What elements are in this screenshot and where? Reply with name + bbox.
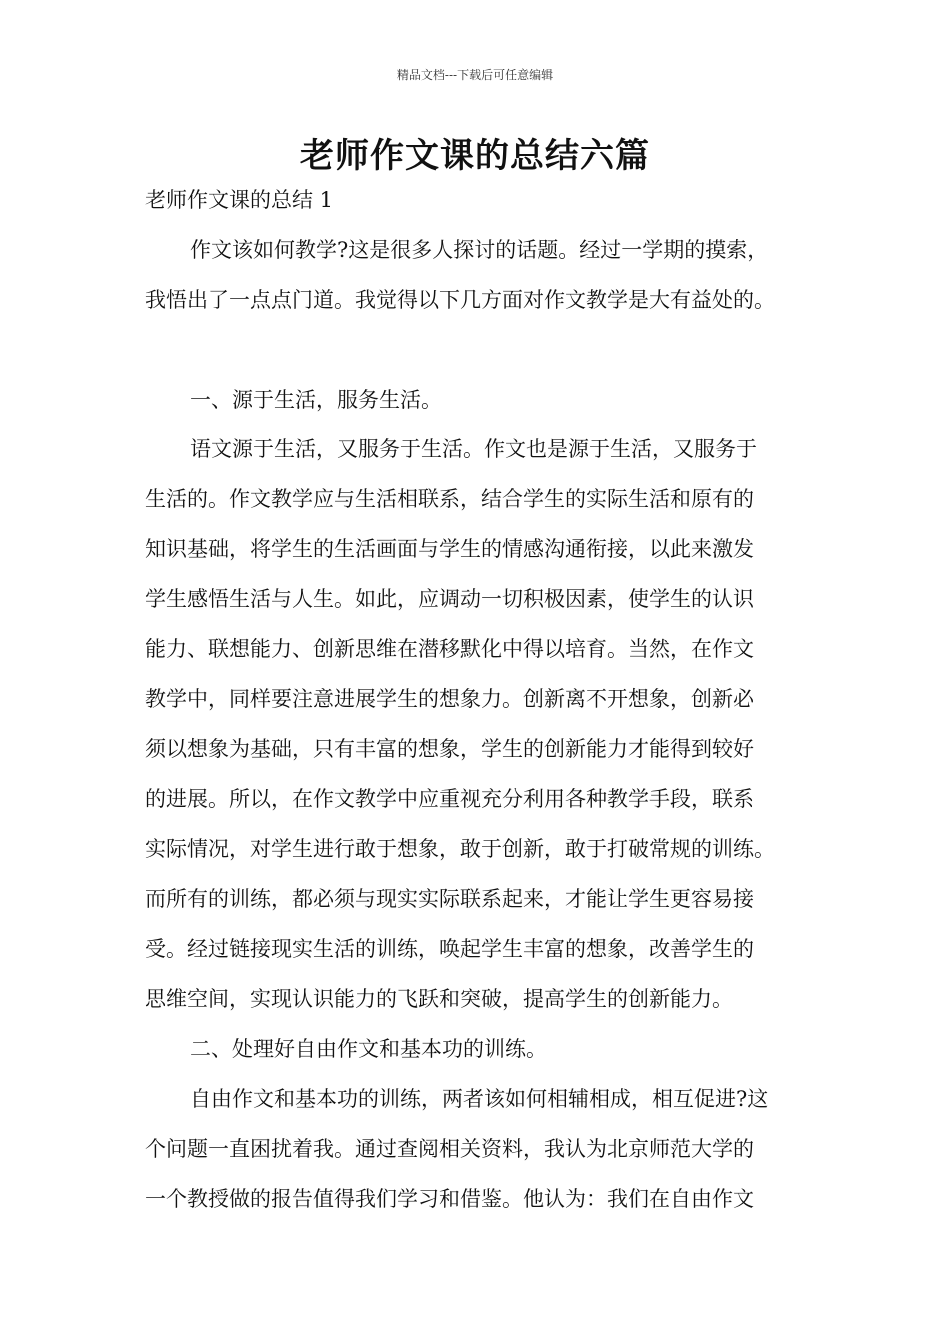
paragraph-line: 语文源于生活，又服务于生活。作文也是源于生活，又服务于	[190, 437, 757, 461]
section-heading: 一、源于生活，服务生活。	[190, 388, 442, 412]
paragraph-line: 一个教授做的报告值得我们学习和借鉴。他认为：我们在自由作文	[145, 1187, 754, 1211]
paragraph-line: 个问题一直困扰着我。通过查阅相关资料，我认为北京师范大学的	[145, 1137, 754, 1161]
paragraph-line: 的进展。所以，在作文教学中应重视充分利用各种教学手段，联系	[145, 787, 754, 811]
paragraph-line: 作文该如何教学?这是很多人探讨的话题。经过一学期的摸索，	[190, 238, 769, 262]
document-title: 老师作文课的总结六篇	[300, 136, 650, 176]
section-subtitle: 老师作文课的总结 1	[145, 188, 334, 212]
paragraph-line: 自由作文和基本功的训练，两者该如何相辅相成，相互促进?这	[190, 1087, 769, 1111]
paragraph-line: 实际情况，对学生进行敢于想象，敢于创新，敢于打破常规的训练。	[145, 837, 775, 861]
header-note: 精品文档---下载后可任意编辑	[396, 68, 554, 82]
paragraph-line: 生活的。作文教学应与生活相联系，结合学生的实际生活和原有的	[145, 487, 754, 511]
paragraph-line: 受。经过链接现实生活的训练，唤起学生丰富的想象，改善学生的	[145, 937, 754, 961]
paragraph-line: 知识基础，将学生的生活画面与学生的情感沟通衔接，以此来激发	[145, 537, 754, 561]
paragraph-line: 思维空间，实现认识能力的飞跃和突破，提高学生的创新能力。	[145, 987, 733, 1011]
section-heading: 二、处理好自由作文和基本功的训练。	[190, 1037, 547, 1061]
paragraph-line: 教学中，同样要注意进展学生的想象力。创新离不开想象，创新必	[145, 687, 754, 711]
paragraph-line: 须以想象为基础，只有丰富的想象，学生的创新能力才能得到较好	[145, 737, 754, 761]
paragraph-line: 能力、联想能力、创新思维在潜移默化中得以培育。当然，在作文	[145, 637, 754, 661]
paragraph-line: 我悟出了一点点门道。我觉得以下几方面对作文教学是大有益处的。	[145, 288, 775, 312]
paragraph-line: 而所有的训练，都必须与现实实际联系起来，才能让学生更容易接	[145, 887, 754, 911]
paragraph-line: 学生感悟生活与人生。如此，应调动一切积极因素，使学生的认识	[145, 587, 754, 611]
